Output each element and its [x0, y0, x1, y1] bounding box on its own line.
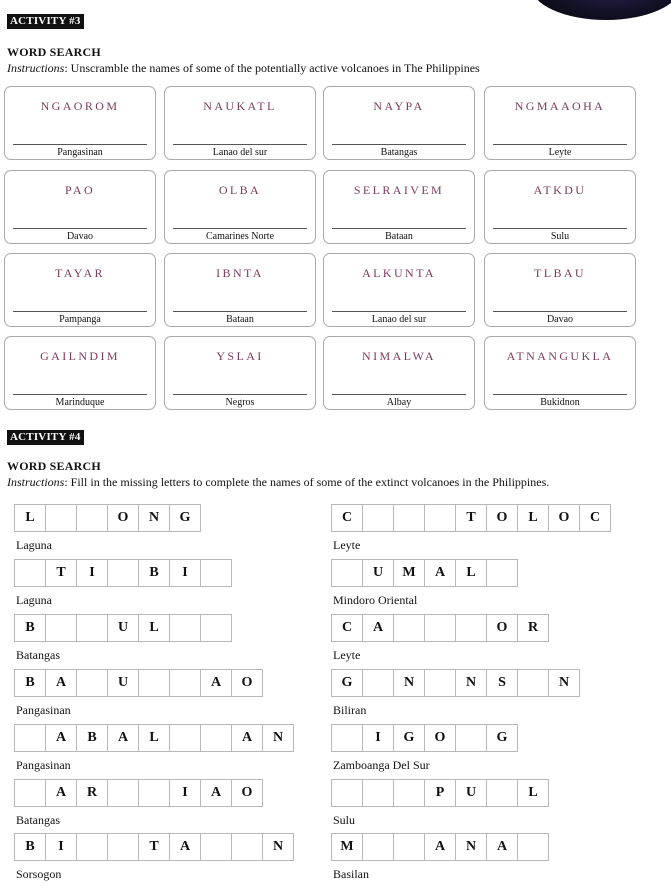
letter-cell: G [393, 724, 425, 752]
letter-cell: R [76, 779, 108, 807]
scrambled-word: NIMALWA [362, 349, 436, 363]
letter-cell: O [486, 504, 518, 532]
scramble-card [164, 253, 316, 327]
letter-cell: S [486, 669, 518, 697]
letter-cell: C [331, 614, 363, 642]
letter-cell: A [231, 724, 263, 752]
scrambled-word: ATNANGUKLA [506, 349, 614, 363]
answer-line[interactable] [13, 228, 147, 229]
blank-letter-cell[interactable] [393, 504, 425, 532]
blank-letter-cell[interactable] [486, 779, 518, 807]
province-label: Sulu [550, 231, 570, 242]
blank-letter-cell[interactable] [107, 779, 139, 807]
place-label: Laguna [16, 538, 52, 552]
blank-letter-cell[interactable] [107, 559, 139, 587]
answer-line[interactable] [493, 144, 627, 145]
scrambled-word: ATKDU [533, 183, 587, 197]
letter-cell: U [362, 559, 394, 587]
letter-cell: M [393, 559, 425, 587]
activity3-instructions [7, 61, 480, 76]
province-label: Leyte [548, 147, 572, 158]
letter-cell: A [424, 559, 456, 587]
letter-cell: N [138, 504, 170, 532]
activity4-label: ACTIVITY #4 [7, 430, 84, 445]
answer-line[interactable] [332, 394, 466, 395]
letter-cell: O [231, 669, 263, 697]
blank-letter-cell[interactable] [138, 779, 170, 807]
scrambled-word: PAO [64, 183, 96, 197]
right-letter-row [331, 779, 548, 807]
scramble-card [484, 253, 636, 327]
letter-cell: I [169, 779, 201, 807]
letter-cell: N [455, 669, 487, 697]
letter-cell: A [45, 779, 77, 807]
scramble-card [164, 170, 316, 244]
place-label: Zamboanga Del Sur [333, 758, 430, 772]
letter-cell: I [362, 724, 394, 752]
letter-cell: I [169, 559, 201, 587]
letter-cell: A [200, 669, 232, 697]
scramble-card [164, 86, 316, 160]
blank-letter-cell[interactable] [76, 669, 108, 697]
right-letter-row [331, 559, 517, 587]
blank-letter-cell[interactable] [14, 724, 46, 752]
scramble-card [323, 170, 475, 244]
blank-letter-cell[interactable] [362, 504, 394, 532]
letter-cell: L [138, 724, 170, 752]
place-label: Leyte [333, 538, 361, 552]
letter-cell: N [262, 724, 294, 752]
answer-line[interactable] [332, 311, 466, 312]
scrambled-word: NAYPA [373, 99, 425, 113]
blank-letter-cell[interactable] [200, 833, 232, 861]
letter-cell: B [14, 669, 46, 697]
place-label: Sorsogon [16, 867, 62, 881]
scrambled-word: OLBA [218, 183, 262, 197]
answer-line[interactable] [173, 311, 307, 312]
answer-line[interactable] [13, 311, 147, 312]
blank-letter-cell[interactable] [169, 669, 201, 697]
blank-letter-cell[interactable] [45, 614, 77, 642]
blank-letter-cell[interactable] [169, 724, 201, 752]
letter-cell: T [45, 559, 77, 587]
blank-letter-cell[interactable] [362, 833, 394, 861]
blank-letter-cell[interactable] [76, 504, 108, 532]
blank-letter-cell[interactable] [517, 669, 549, 697]
instructions-text: : Unscramble the names of some of the potentially active volcanoes in The Philippines [64, 61, 480, 75]
letter-cell: N [455, 833, 487, 861]
letter-cell: U [107, 614, 139, 642]
place-label: Biliran [333, 703, 367, 717]
blank-letter-cell[interactable] [14, 559, 46, 587]
scrambled-word: YSLAI [216, 349, 264, 363]
place-label: Leyte [333, 648, 361, 662]
province-label: Davao [66, 231, 94, 242]
blank-letter-cell[interactable] [362, 669, 394, 697]
letter-cell: A [45, 669, 77, 697]
right-letter-row [331, 833, 548, 861]
letter-cell: B [14, 614, 46, 642]
province-label: Camarines Norte [205, 231, 275, 242]
letter-cell: O [424, 724, 456, 752]
letter-cell: L [14, 504, 46, 532]
left-letter-row [14, 504, 200, 532]
right-letter-row [331, 669, 579, 697]
letter-cell: L [517, 779, 549, 807]
place-label: Mindoro Oriental [333, 593, 418, 607]
scrambled-word: NGMAAOHA [514, 99, 606, 113]
province-label: Pampanga [59, 314, 101, 325]
scramble-card [164, 336, 316, 410]
letter-cell: C [579, 504, 611, 532]
scramble-card [323, 336, 475, 410]
answer-line[interactable] [173, 394, 307, 395]
province-label: Davao [546, 314, 574, 325]
letter-cell: G [169, 504, 201, 532]
scrambled-word: SELRAIVEM [353, 183, 445, 197]
right-letter-row [331, 724, 517, 752]
scramble-card [323, 86, 475, 160]
scramble-card [4, 336, 156, 410]
blank-letter-cell[interactable] [331, 724, 363, 752]
scramble-card [323, 253, 475, 327]
answer-line[interactable] [493, 394, 627, 395]
answer-line[interactable] [13, 394, 147, 395]
letter-cell: O [548, 504, 580, 532]
instructions-label: Instructions [7, 475, 65, 489]
scrambled-word: ALKUNTA [362, 266, 436, 280]
left-letter-row [14, 779, 262, 807]
blank-letter-cell[interactable] [486, 559, 518, 587]
letter-cell: P [424, 779, 456, 807]
province-label: Marinduque [55, 397, 105, 408]
letter-cell: A [169, 833, 201, 861]
scrambled-word: IBNTA [216, 266, 264, 280]
place-label: Batangas [16, 648, 60, 662]
blank-letter-cell[interactable] [45, 504, 77, 532]
answer-line[interactable] [332, 144, 466, 145]
answer-line[interactable] [332, 228, 466, 229]
answer-line[interactable] [493, 311, 627, 312]
letter-cell: I [76, 559, 108, 587]
answer-line[interactable] [173, 144, 307, 145]
letter-cell: O [486, 614, 518, 642]
blank-letter-cell[interactable] [424, 614, 456, 642]
letter-cell: N [262, 833, 294, 861]
scrambled-word: NGAOROM [40, 99, 120, 113]
letter-cell: N [548, 669, 580, 697]
activity3-label: ACTIVITY #3 [7, 14, 84, 29]
scramble-card [4, 170, 156, 244]
scrambled-word: TLBAU [534, 266, 586, 280]
blank-letter-cell[interactable] [455, 724, 487, 752]
scramble-card [4, 86, 156, 160]
blank-letter-cell[interactable] [76, 833, 108, 861]
blank-letter-cell[interactable] [393, 833, 425, 861]
left-letter-row [14, 614, 231, 642]
letter-cell: T [455, 504, 487, 532]
letter-cell: L [455, 559, 487, 587]
blank-letter-cell[interactable] [200, 559, 232, 587]
scramble-card [484, 170, 636, 244]
letter-cell: L [138, 614, 170, 642]
letter-cell: A [424, 833, 456, 861]
left-letter-row [14, 833, 293, 861]
letter-cell: N [393, 669, 425, 697]
letter-cell: G [486, 724, 518, 752]
province-label: Batangas [380, 147, 418, 158]
blank-letter-cell[interactable] [107, 833, 139, 861]
blank-letter-cell[interactable] [231, 833, 263, 861]
letter-cell: O [231, 779, 263, 807]
blank-letter-cell[interactable] [517, 833, 549, 861]
letter-cell: B [14, 833, 46, 861]
left-letter-row [14, 669, 262, 697]
activity4-instructions [7, 475, 549, 490]
left-letter-row [14, 559, 231, 587]
place-label: Pangasinan [16, 758, 71, 772]
province-label: Bataan [226, 314, 254, 325]
blank-letter-cell[interactable] [455, 614, 487, 642]
province-label: Lanao del sur [371, 314, 427, 325]
letter-cell: T [138, 833, 170, 861]
province-label: Bataan [385, 231, 413, 242]
place-label: Batangas [16, 813, 60, 827]
blank-letter-cell[interactable] [393, 779, 425, 807]
blank-letter-cell[interactable] [362, 779, 394, 807]
left-letter-row [14, 724, 293, 752]
blank-letter-cell[interactable] [331, 779, 363, 807]
place-label: Sulu [333, 813, 356, 827]
letter-cell: C [331, 504, 363, 532]
scrambled-word: TAYAR [55, 266, 105, 280]
letter-cell: G [331, 669, 363, 697]
scramble-card-grid [4, 86, 636, 411]
letter-cell: B [138, 559, 170, 587]
letter-cell: A [107, 724, 139, 752]
answer-line[interactable] [493, 228, 627, 229]
answer-line[interactable] [173, 228, 307, 229]
place-label: Pangasinan [16, 703, 71, 717]
letter-cell: U [455, 779, 487, 807]
blank-letter-cell[interactable] [331, 559, 363, 587]
letter-cell: I [45, 833, 77, 861]
place-label: Basilan [333, 867, 369, 881]
letter-cell: A [45, 724, 77, 752]
blank-letter-cell[interactable] [169, 614, 201, 642]
letter-cell: R [517, 614, 549, 642]
scrambled-word: NAUKATL [203, 99, 277, 113]
province-label: Albay [386, 397, 412, 408]
blank-letter-cell[interactable] [424, 504, 456, 532]
blank-letter-cell[interactable] [424, 669, 456, 697]
province-label: Negros [225, 397, 255, 408]
right-letter-row [331, 614, 548, 642]
instructions-label: Instructions [7, 61, 65, 75]
blank-letter-cell[interactable] [14, 779, 46, 807]
blank-letter-cell[interactable] [138, 669, 170, 697]
letter-cell: A [486, 833, 518, 861]
letter-cell: U [107, 669, 139, 697]
letter-cell: A [362, 614, 394, 642]
blank-letter-cell[interactable] [200, 724, 232, 752]
answer-line[interactable] [13, 144, 147, 145]
scramble-card [484, 336, 636, 410]
blank-letter-cell[interactable] [393, 614, 425, 642]
scramble-card [4, 253, 156, 327]
scramble-card [484, 86, 636, 160]
province-label: Pangasinan [57, 147, 103, 158]
corner-decoration [531, 0, 671, 20]
letter-cell: L [517, 504, 549, 532]
activity4-title: WORD SEARCH [7, 459, 101, 473]
province-label: Bukidnon [540, 397, 580, 408]
instructions-text: : Fill in the missing letters to complete the names of some of the extinct volcanoes in the Philippines. [64, 475, 550, 489]
blank-letter-cell[interactable] [200, 614, 232, 642]
letter-cell: A [200, 779, 232, 807]
right-letter-row [331, 504, 610, 532]
letter-cell: B [76, 724, 108, 752]
activity3-title: WORD SEARCH [7, 45, 101, 59]
province-label: Lanao del sur [212, 147, 268, 158]
scrambled-word: GAILNDIM [40, 349, 120, 363]
blank-letter-cell[interactable] [76, 614, 108, 642]
letter-cell: M [331, 833, 363, 861]
letter-cell: O [107, 504, 139, 532]
place-label: Laguna [16, 593, 52, 607]
